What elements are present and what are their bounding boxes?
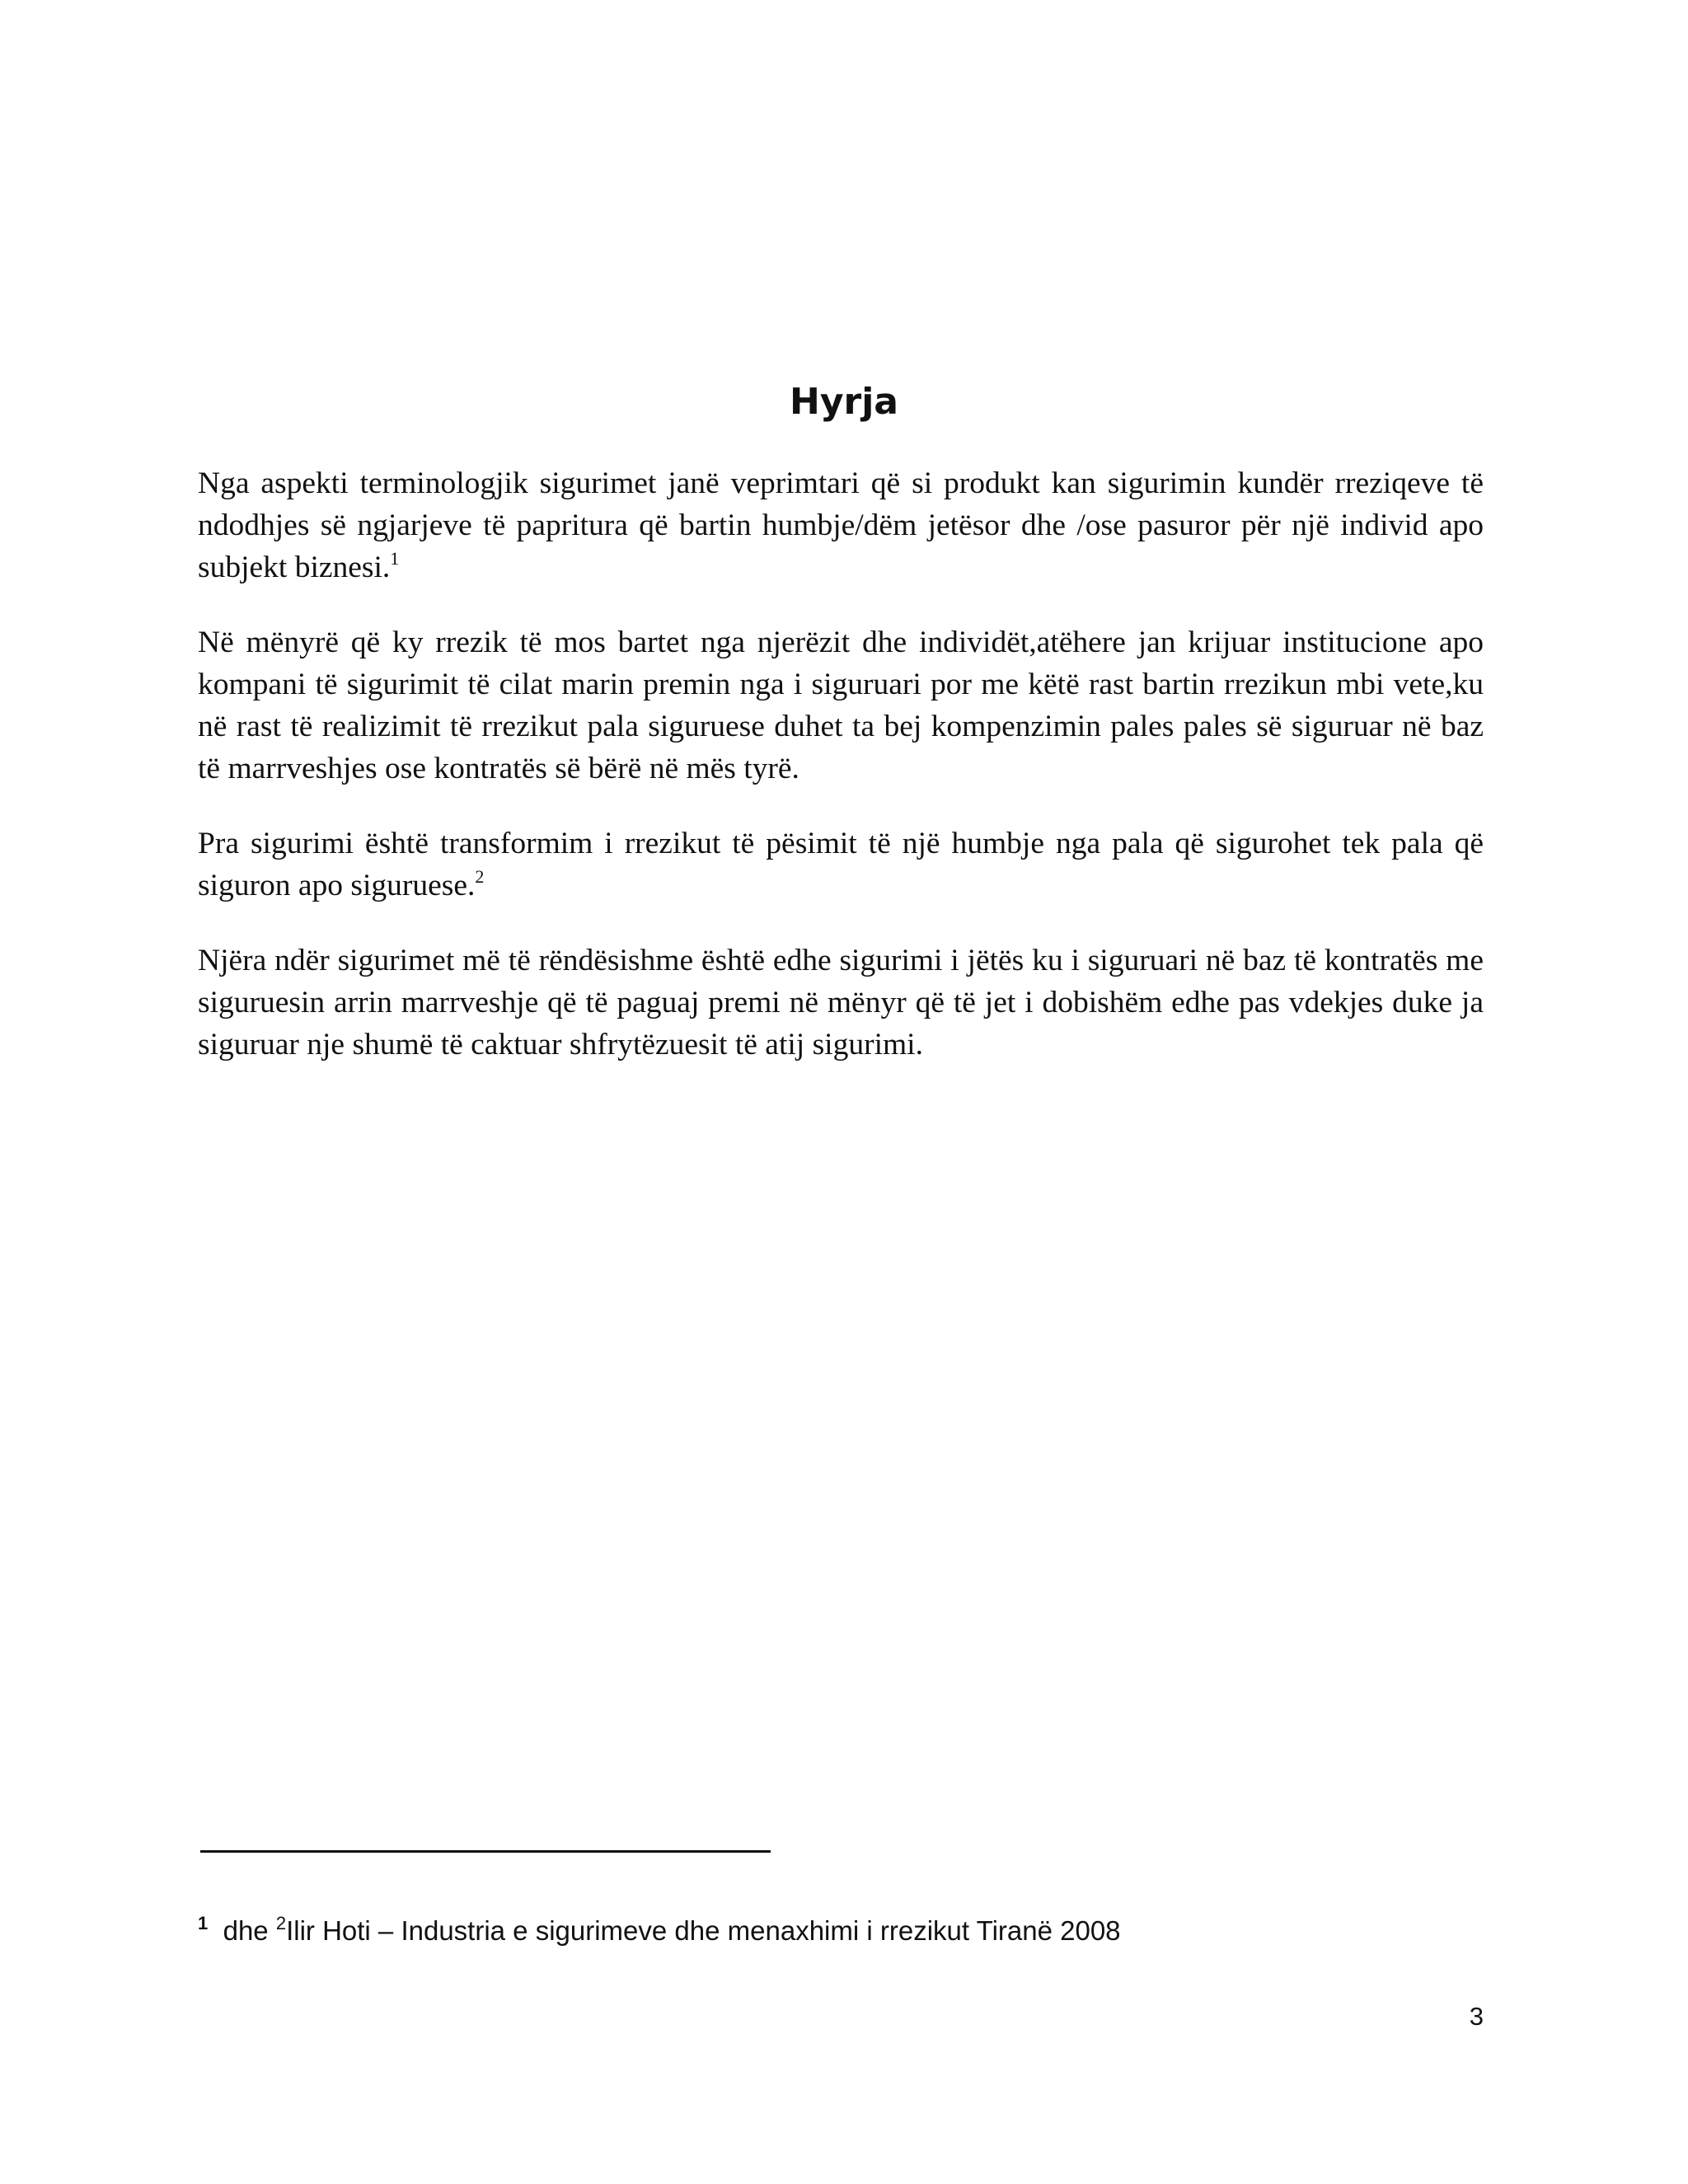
paragraph-text: Nga aspekti terminologjik sigurimet janë veprimtari që si produkt kan sigurimin kundër rreziqeve të ndodhjes së ngjarjeve të papritura që bartin humbje/dëm jetësor dhe /ose pasuror për një individ apo subjekt biznesi. bbox=[198, 466, 1484, 584]
footnote-reference: 1 bbox=[390, 548, 400, 569]
footnote-mark-2: 2 bbox=[275, 1913, 287, 1933]
page-title: Hyrja bbox=[790, 381, 898, 423]
footnote-separator bbox=[200, 1850, 771, 1853]
paragraph-text: Njëra ndër sigurimet më të rëndësishme është edhe sigurimi i jëtës ku i siguruari në baz të kontratës me siguruesin arrin marrveshje që të paguaj premi në mënyr që të jet i dobishëm edhe pas vdekjes duke ja siguruar nje shumë të caktuar shfrytëzuesit të atij sigurimi. bbox=[198, 944, 1484, 1062]
paragraph bbox=[198, 940, 1484, 1066]
footnote-text: Ilir Hoti – Industria e sigurimeve dhe menaxhimi i rrezikut Tiranë 2008 bbox=[286, 1915, 1121, 1946]
paragraph-text: Pra sigurimi është transformim i rrezikut të pësimit të një humbje nga pala që sigurohet tek pala që siguron apo siguruese. bbox=[198, 827, 1484, 902]
paragraph-text: Në mënyrë që ky rrezik të mos bartet nga njerëzit dhe individët,atëhere jan krijuar institucione apo kompani të sigurimit të cilat marin premin nga i siguruari por me këtë rast bartin rrezikun mbi vete,ku në rast të realizimit të rrezikut pala siguruese duhet ta bej kompenzimin pales pales së siguruar në baz të marrveshjes ose kontratës së bërë në mës tyrë. bbox=[198, 626, 1484, 785]
paragraph bbox=[198, 621, 1484, 790]
footnote-mark: 1 bbox=[198, 1913, 209, 1933]
page-number: 3 bbox=[1469, 2002, 1484, 2031]
paragraph bbox=[198, 823, 1484, 907]
footnote-conjunction: dhe bbox=[223, 1915, 269, 1946]
paragraph bbox=[198, 462, 1484, 588]
footnote-reference: 2 bbox=[475, 866, 485, 887]
footnote bbox=[198, 1913, 1121, 1949]
